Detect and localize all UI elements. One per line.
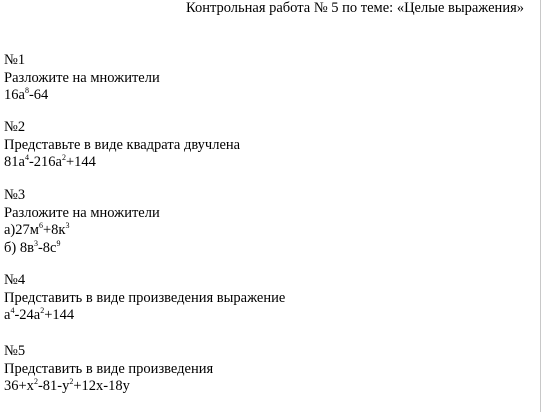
- expression-text: +144: [44, 307, 75, 323]
- page-edge-divider: [540, 0, 541, 412]
- task-4: [4, 272, 285, 325]
- task-number: №1: [4, 52, 26, 68]
- expression-text: 81a: [4, 154, 25, 170]
- task-instruction: Представить в виде произведения: [4, 360, 214, 377]
- task-3: [4, 187, 160, 257]
- task-expression: [4, 378, 213, 396]
- expression-text: -8c: [37, 239, 57, 256]
- expression-text: +8к: [42, 222, 66, 238]
- expression-text: 16a: [4, 87, 25, 103]
- exponent: 2: [33, 377, 38, 386]
- task-expression-a: [4, 222, 160, 240]
- task-number: №5: [4, 343, 26, 359]
- expression-text: б) 8в: [4, 239, 34, 256]
- task-instruction: Разложите на множители: [4, 204, 160, 221]
- exponent: 3: [33, 238, 38, 248]
- expression-text: -24a: [14, 307, 41, 323]
- exponent: 4: [10, 306, 15, 315]
- exponent: 9: [56, 238, 61, 248]
- expression-text: -81-y: [37, 378, 70, 394]
- expression-text: +12x-18y: [73, 378, 130, 394]
- task-expression: [4, 307, 285, 325]
- task-expression: [4, 87, 160, 105]
- task-number: №2: [4, 119, 26, 135]
- task-instruction: Разложите на множители: [4, 69, 160, 86]
- expression-text: -64: [28, 87, 49, 103]
- expression-text: -216a: [28, 154, 62, 170]
- exponent: 6: [38, 221, 43, 230]
- document-title: Контрольная работа № 5 по теме: «Целые выражения»: [186, 0, 524, 16]
- task-instruction: Представить в виде произведения выражение: [4, 289, 286, 306]
- exponent: 8: [24, 86, 29, 95]
- task-5: [4, 343, 213, 396]
- exponent: 4: [24, 153, 29, 162]
- task-number: №3: [4, 187, 26, 203]
- exponent: 3: [65, 221, 70, 230]
- task-expression: [4, 154, 240, 172]
- exponent: 2: [61, 153, 66, 162]
- task-instruction: Представьте в виде квадрата двучлена: [4, 136, 241, 153]
- task-2: [4, 119, 240, 172]
- expression-text: a: [4, 307, 11, 323]
- task-expression-b: [4, 240, 160, 258]
- expression-text: а)27м: [4, 222, 39, 238]
- exponent: 2: [40, 306, 45, 315]
- exponent: 2: [69, 377, 74, 386]
- task-number: №4: [4, 272, 26, 288]
- task-1: [4, 52, 160, 105]
- expression-text: 36+x: [4, 378, 34, 394]
- expression-text: +144: [65, 154, 96, 170]
